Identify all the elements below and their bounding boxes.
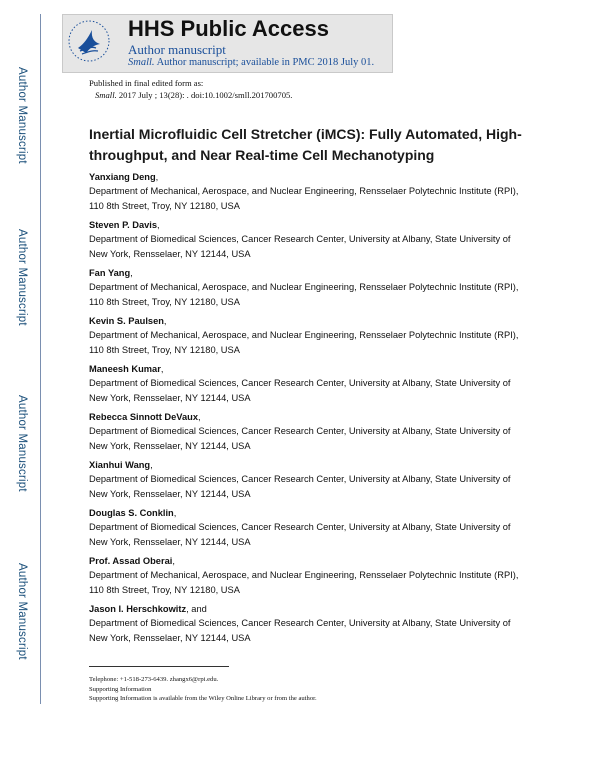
availability-text: Author manuscript; available in PMC 2018 July 01. (154, 57, 375, 68)
author-name: Rebecca Sinnott DeVaux (89, 412, 199, 422)
hhs-eagle-logo-icon (66, 18, 112, 64)
author-name: Xianhui Wang (89, 460, 151, 470)
author-name: Douglas S. Conklin (89, 508, 174, 518)
author-entry (89, 171, 529, 214)
journal-name: Small. (128, 57, 155, 68)
author-name-suffix: , (173, 508, 177, 518)
availability-line (128, 57, 374, 68)
side-label-author-manuscript: Author Manuscript (16, 66, 28, 164)
author-name-suffix: , (155, 172, 159, 182)
author-name: Yanxiang Deng (89, 172, 156, 182)
author-entry (89, 555, 529, 598)
author-name-suffix: , (172, 556, 175, 566)
citation-journal: Small. (95, 90, 117, 100)
footnotes (89, 675, 317, 704)
author-entry (89, 411, 529, 454)
author-name: Fan Yang (89, 268, 131, 278)
author-name-suffix: , (130, 268, 133, 278)
author-affiliation: Department of Mechanical, Aerospace, and Nuclear Engineering, Rensselaer Polytechnic Institute (RPI), 110 8th Street, Troy, NY 12180, USA (89, 330, 519, 355)
author-name-line (89, 411, 529, 424)
author-name-suffix: , (150, 460, 153, 470)
author-name-line (89, 603, 529, 616)
author-name: Maneesh Kumar (89, 364, 161, 374)
author-name-suffix: , (198, 412, 201, 422)
author-affiliation: Department of Biomedical Sciences, Cancer Research Center, University at Albany, State University of New York, Rensselaer, NY 12144, USA (89, 426, 511, 451)
author-affiliation: Department of Biomedical Sciences, Cancer Research Center, University at Albany, State University of New York, Rensselaer, NY 12144, USA (89, 618, 511, 643)
footnote-supporting-heading: Supporting Information (89, 685, 152, 693)
author-name-line (89, 459, 529, 472)
author-entry (89, 363, 529, 406)
hhs-public-access-title: HHS Public Access (128, 16, 329, 41)
author-entry (89, 315, 529, 358)
citation-line (95, 90, 292, 100)
footnote-divider (89, 666, 229, 667)
author-name-line (89, 555, 529, 568)
side-label-author-manuscript: Author Manuscript (16, 394, 28, 492)
author-name-line (89, 219, 529, 232)
author-name-line (89, 267, 529, 280)
author-affiliation: Department of Mechanical, Aerospace, and Nuclear Engineering, Rensselaer Polytechnic Institute (RPI), 110 8th Street, Troy, NY 12180, USA (89, 570, 519, 595)
author-affiliation: Department of Biomedical Sciences, Cancer Research Center, University at Albany, State University of New York, Rensselaer, NY 12144, USA (89, 234, 511, 259)
author-name-line (89, 507, 529, 520)
author-affiliation: Department of Biomedical Sciences, Cancer Research Center, University at Albany, State University of New York, Rensselaer, NY 12144, USA (89, 474, 511, 499)
author-affiliation: Department of Mechanical, Aerospace, and Nuclear Engineering, Rensselaer Polytechnic Institute (RPI), 110 8th Street, Troy, NY 12180, USA (89, 186, 519, 211)
author-affiliation: Department of Mechanical, Aerospace, and Nuclear Engineering, Rensselaer Polytechnic Institute (RPI), 110 8th Street, Troy, NY 12180, USA (89, 282, 519, 307)
article-title: Inertial Microfluidic Cell Stretcher (iMCS): Fully Automated, High-throughput, and Near Real-time Cell Mechanotyping (89, 126, 522, 163)
author-manuscript-label: Author manuscript (128, 42, 226, 57)
author-entry (89, 459, 529, 502)
author-list (89, 171, 529, 651)
author-entry (89, 507, 529, 550)
side-label-author-manuscript: Author Manuscript (16, 228, 28, 326)
side-label-author-manuscript: Author Manuscript (16, 562, 28, 660)
margin-divider (40, 14, 41, 704)
author-name-line (89, 171, 529, 184)
author-name-line (89, 315, 529, 328)
author-name-suffix: , (163, 316, 167, 326)
author-name-suffix: , (157, 220, 160, 230)
footnote-telephone: Telephone: +1-518-273-6439. zhangx6@rpi.edu. (89, 676, 219, 683)
author-name: Prof. Assad Oberai (89, 556, 173, 566)
author-name-suffix: , (160, 364, 164, 374)
author-affiliation: Department of Biomedical Sciences, Cancer Research Center, University at Albany, State University of New York, Rensselaer, NY 12144, USA (89, 522, 511, 547)
author-name-suffix: , and (186, 604, 207, 614)
author-name: Kevin S. Paulsen (89, 316, 164, 326)
author-affiliation: Department of Biomedical Sciences, Cancer Research Center, University at Albany, State University of New York, Rensselaer, NY 12144, USA (89, 378, 511, 403)
footnote-supporting-text: Supporting Information is available from the Wiley Online Library or from the author. (89, 695, 317, 702)
author-entry (89, 603, 529, 646)
author-name: Jason I. Herschkowitz (89, 604, 187, 614)
author-name-line (89, 363, 529, 376)
citation-details: 2017 July ; 13(28): . doi:10.1002/smll.201700705. (116, 90, 293, 100)
author-entry (89, 219, 529, 262)
published-in-label: Published in final edited form as: (89, 78, 204, 88)
author-entry (89, 267, 529, 310)
author-name: Steven P. Davis (89, 220, 158, 230)
